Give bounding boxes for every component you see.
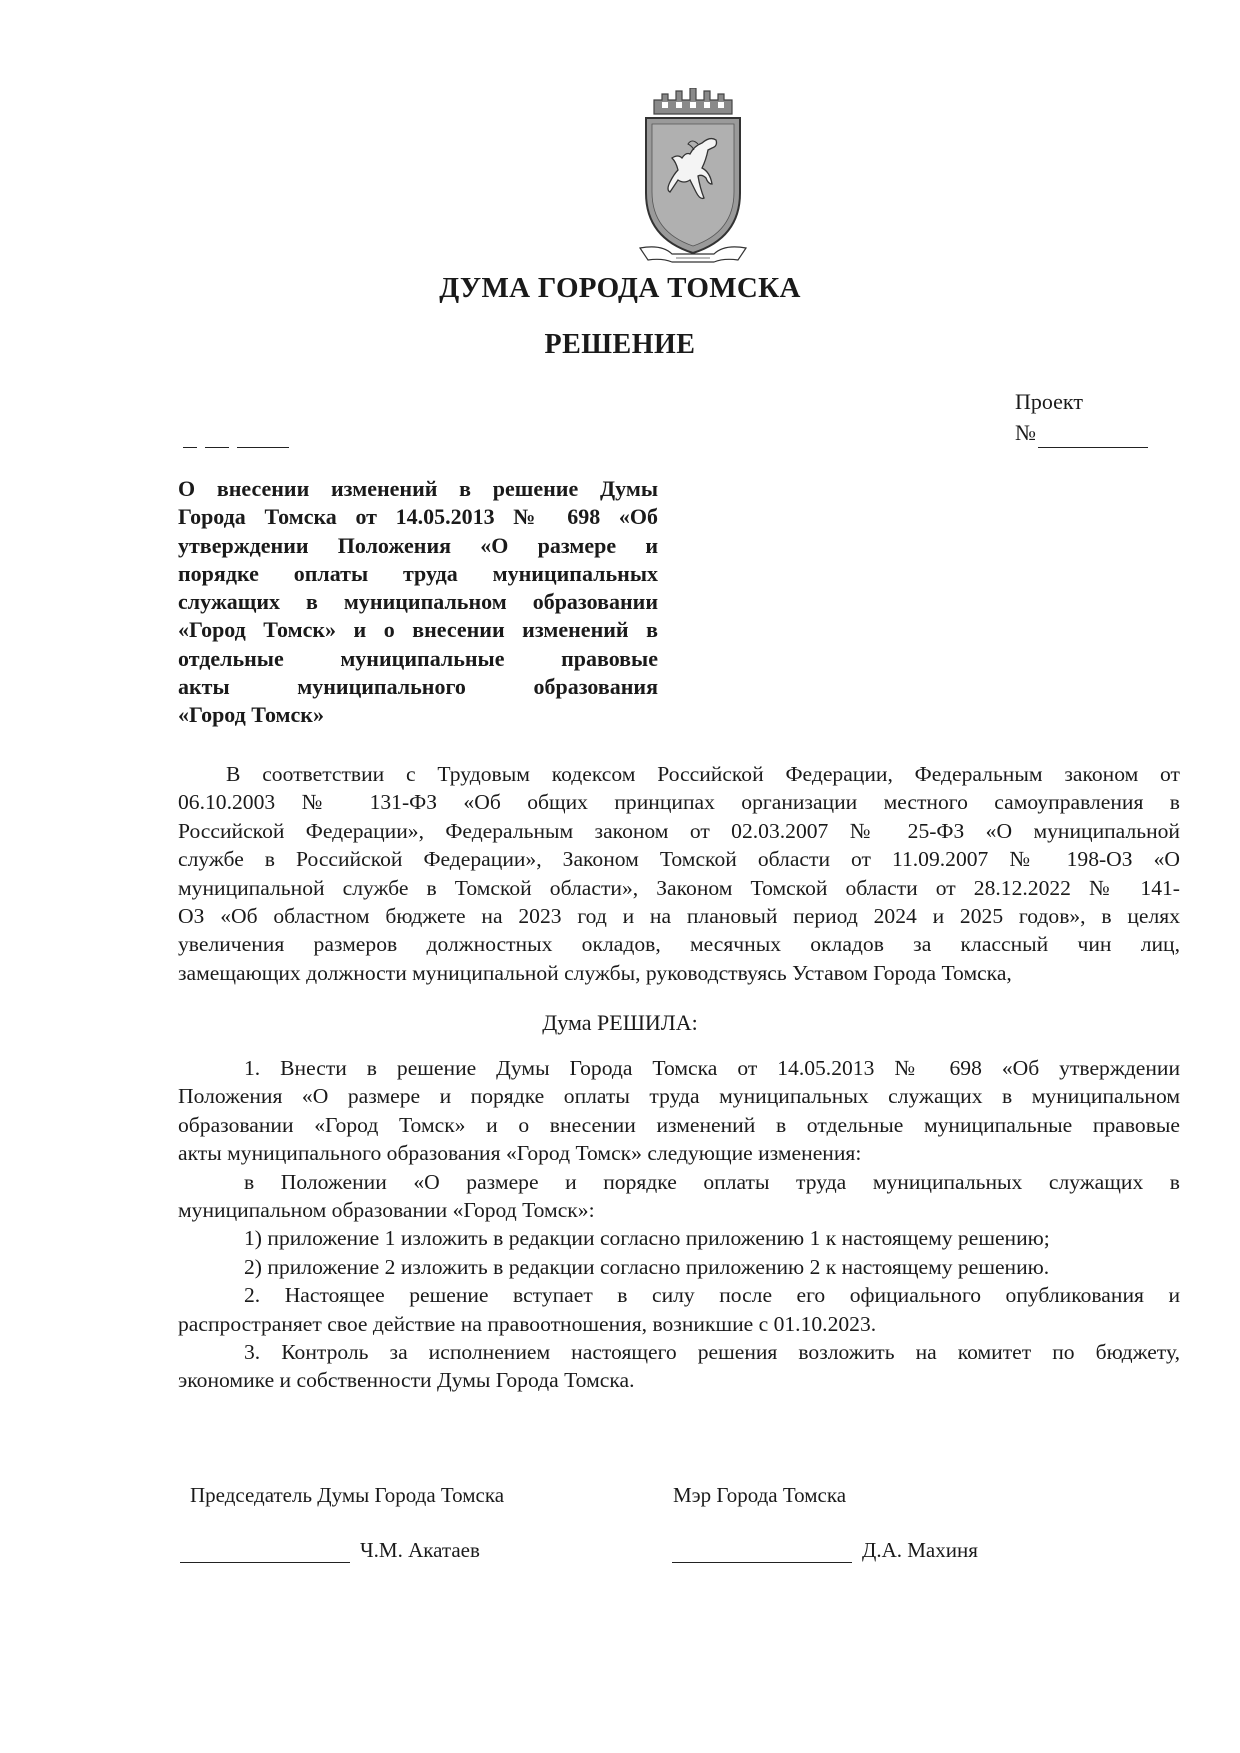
clause-line: распространяет свое действие на правоотношения, возникшие с 01.10.2023. <box>178 1311 877 1336</box>
chair-name: Ч.М. Акатаев <box>360 1538 480 1562</box>
preamble-line: муниципальной службе в Томской области», Законом Томской области от 28.12.2022 № 141- <box>178 875 1180 900</box>
subject-line: отдельные муниципальные правовые <box>178 645 658 671</box>
subject-line: порядке оплаты труда муниципальных <box>178 560 658 586</box>
clause-line: 2. Настоящее решение вступает в силу после его официального опубликования и <box>244 1283 1180 1308</box>
preamble-line: ОЗ «Об областном бюджете на 2023 год и на плановый период 2024 и 2025 годов», в целях <box>178 904 1180 929</box>
preamble <box>178 760 1180 987</box>
draft-label: Проект <box>1015 389 1083 414</box>
clause-line: 3. Контроль за исполнением настоящего решения возложить на комитет по бюджету, <box>244 1340 1180 1365</box>
subject-line: «Город Томск» <box>178 702 324 728</box>
clause-line: образовании «Город Томск» и о внесении изменений в отдельные муниципальные правовые <box>178 1112 1180 1137</box>
subject-line: служащих в муниципальном образовании <box>178 589 658 615</box>
preamble-line: 06.10.2003 № 131-ФЗ «Об общих принципах организации местного самоуправления в <box>178 790 1180 815</box>
chair-signature <box>180 1538 480 1563</box>
draft-number-blank <box>1038 425 1148 448</box>
clause-line: муниципальном образовании «Город Томск»: <box>178 1198 595 1223</box>
preamble-line: службе в Российской Федерации», Законом Томской области от 11.09.2007 № 198-ОЗ «О <box>178 847 1180 872</box>
document-subject <box>178 475 658 730</box>
chair-title: Председатель Думы Города Томска <box>190 1483 505 1507</box>
draft-number-label: № <box>1015 420 1036 445</box>
mayor-signature <box>672 1538 978 1563</box>
resolution-clauses <box>178 1054 1180 1395</box>
mayor-signature-line <box>672 1542 852 1563</box>
date-blank <box>183 430 289 448</box>
document-type: РЕШЕНИЕ <box>544 329 696 360</box>
chair-signature-line <box>180 1542 350 1563</box>
subject-line: акты муниципального образования <box>178 674 658 700</box>
clause-line: Положения «О размере и порядке оплаты труда муниципальных служащих в муниципальном <box>178 1084 1180 1109</box>
preamble-line: Российской Федерации», Федеральным законом от 02.03.2007 № 25-ФЗ «О муниципальной <box>178 818 1180 843</box>
preamble-line: замещающих должности муниципальной службы, руководствуясь Уставом Города Томска, <box>178 960 1012 985</box>
subject-line: Города Томска от 14.05.2013 № 698 «Об <box>178 504 658 530</box>
tomsk-coat-of-arms-icon <box>632 88 754 266</box>
clause-line: 2) приложение 2 изложить в редакции согласно приложению 2 к настоящему решению. <box>244 1254 1050 1279</box>
clause-line: 1) приложение 1 изложить в редакции согласно приложению 1 к настоящему решению; <box>244 1226 1050 1251</box>
preamble-line: увеличения размеров должностных окладов, месячных окладов за классный чин лиц, <box>178 932 1180 957</box>
org-title: ДУМА ГОРОДА ТОМСКА <box>439 272 801 304</box>
resolved-heading: Дума РЕШИЛА: <box>542 1010 698 1035</box>
clause-line: акты муниципального образования «Город Томск» следующие изменения: <box>178 1141 862 1166</box>
subject-line: утверждении Положения «О размере и <box>178 532 658 558</box>
clause-line: 1. Внести в решение Думы Города Томска от 14.05.2013 № 698 «Об утверждении <box>244 1056 1180 1080</box>
clause-line: в Положении «О размере и порядке оплаты труда муниципальных служащих в <box>244 1169 1180 1194</box>
mayor-name: Д.А. Махиня <box>862 1538 978 1562</box>
subject-line: О внесении изменений в решение Думы <box>178 476 658 501</box>
preamble-line: В соответствии с Трудовым кодексом Российской Федерации, Федеральным законом от <box>226 762 1180 786</box>
mayor-title: Мэр Города Томска <box>673 1483 847 1507</box>
subject-line: «Город Томск» и о внесении изменений в <box>178 617 658 643</box>
draft-block <box>1015 386 1148 448</box>
clause-line: экономике и собственности Думы Города Томска. <box>178 1368 635 1393</box>
